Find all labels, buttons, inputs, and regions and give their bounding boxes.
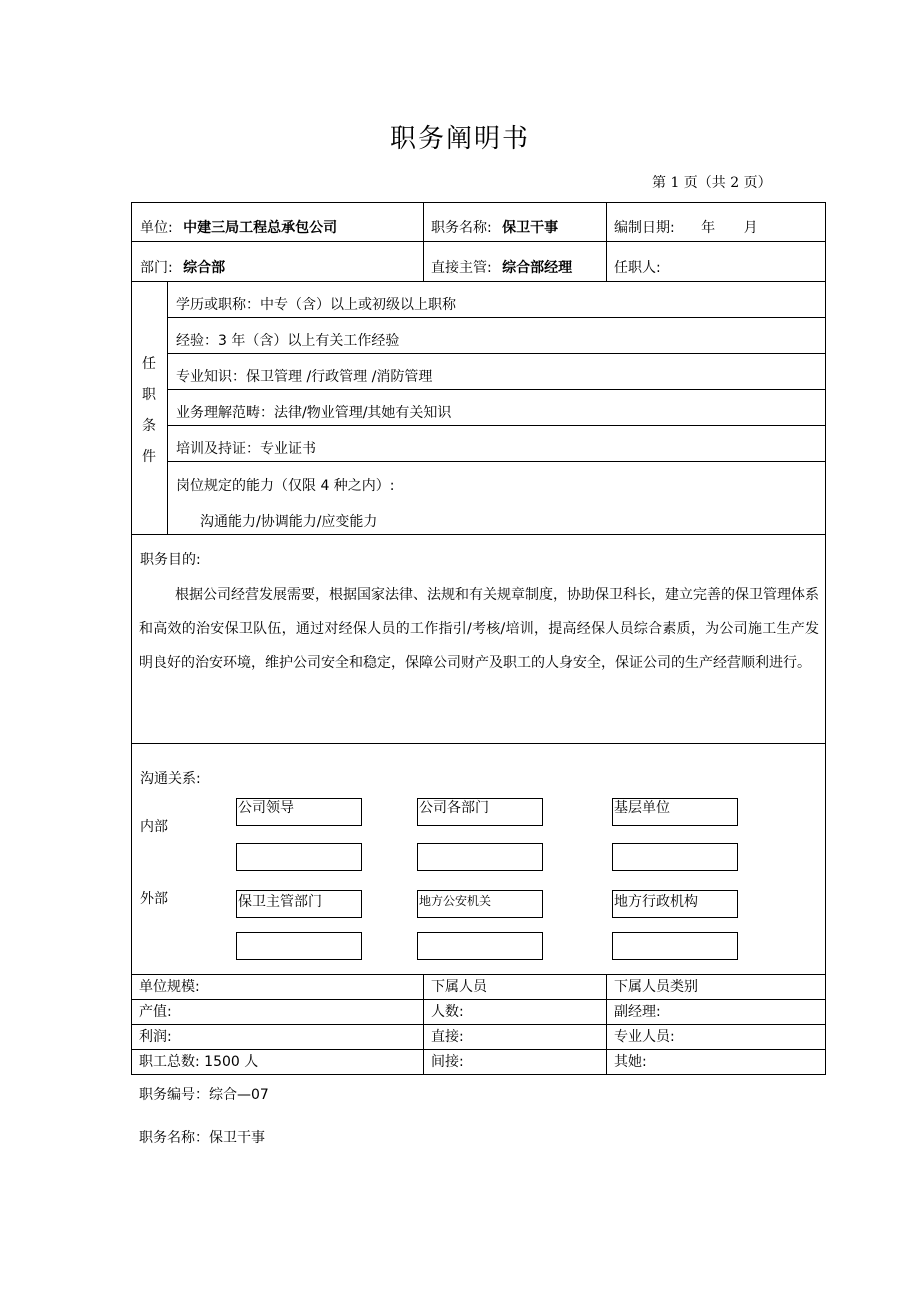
dept-field: [140, 259, 225, 277]
row-divider: [131, 1049, 826, 1050]
row-divider: [131, 534, 826, 535]
col-divider: [423, 974, 424, 1075]
scale-cell: 职工总数: 1500 人: [139, 1054, 259, 1070]
requirements-side-label: [131, 349, 167, 473]
internal-contact-box: 公司领导: [236, 798, 362, 826]
scale-cell: 产值:: [139, 1004, 172, 1020]
scale-cell: 下属人员类别: [614, 979, 698, 995]
dept-label: 部门:: [140, 260, 173, 276]
scale-cell: 间接:: [431, 1054, 464, 1070]
appointee-label: 任职人:: [614, 260, 661, 276]
col-divider: [606, 974, 607, 1075]
internal-contact-box: 基层单位: [612, 798, 738, 826]
scale-cell: 直接:: [431, 1029, 464, 1045]
external-contact-box: 地方行政机构: [612, 890, 738, 918]
scale-cell: 利润:: [139, 1029, 172, 1045]
document-title: 职务阐明书: [389, 124, 530, 154]
date-field: [614, 219, 758, 237]
internal-contact-box: 公司各部门: [417, 798, 543, 826]
external-blank-box: [417, 932, 543, 960]
purpose-text: 根据公司经营发展需要，根据国家法律、法规和有关规章制度，协助保卫科长，建立完善的保卫管理体系和高效的治安保卫队伍，通过对经保人员的工作指引/考核/培训，提高经保人员综合素质，为公司施工生产发明良好的治安环境，维护公司安全和稳定，保障公司财产及职工的人身安全，保证公司的生产经营顺利进行。: [139, 587, 819, 671]
unit-value: 中建三局工程总承包公司: [183, 220, 338, 236]
col-divider: [167, 281, 168, 534]
communication-label: 沟通关系:: [140, 771, 201, 787]
position-name: 职务名称：保卫干事: [139, 1130, 265, 1146]
scale-cell: 单位规模:: [139, 979, 200, 995]
supervisor-field: [431, 259, 572, 277]
date-month: 月: [743, 220, 758, 236]
external-label: 外部: [140, 891, 168, 907]
row-divider: [131, 1024, 826, 1025]
external-blank-box: [236, 932, 362, 960]
row-divider: [167, 425, 826, 426]
row-divider: [167, 353, 826, 354]
side-char: 任: [142, 356, 156, 372]
external-contact-box: 地方公安机关: [417, 890, 543, 918]
row-divider: [167, 389, 826, 390]
training-requirement: 培训及持证：专业证书: [176, 441, 316, 457]
page-number: 第 1 页（共 2 页）: [652, 175, 772, 191]
internal-blank-box: [612, 843, 738, 871]
unit-label: 单位:: [140, 220, 173, 236]
date-year: 年: [701, 220, 716, 236]
experience-requirement: 经验：3 年（含）以上有关工作经验: [176, 333, 400, 349]
supervisor-value: 综合部经理: [502, 260, 573, 276]
col-divider: [606, 202, 607, 281]
position-field: [431, 219, 558, 237]
row-divider: [131, 281, 826, 282]
internal-blank-box: [236, 843, 362, 871]
col-divider: [423, 202, 424, 281]
position-label: 职务名称:: [431, 220, 492, 236]
supervisor-label: 直接主管:: [431, 260, 492, 276]
knowledge-requirement: 专业知识：保卫管理 /行政管理 /消防管理: [176, 369, 433, 385]
unit-field: [140, 219, 337, 237]
internal-label: 内部: [140, 819, 168, 835]
business-requirement: 业务理解范畴：法律/物业管理/其她有关知识: [176, 405, 452, 421]
scale-cell: 下属人员: [431, 979, 487, 995]
row-divider: [167, 317, 826, 318]
scale-cell: 专业人员:: [614, 1029, 675, 1045]
row-divider: [131, 241, 826, 242]
row-divider: [167, 461, 826, 462]
internal-blank-box: [417, 843, 543, 871]
external-blank-box: [612, 932, 738, 960]
side-char: 职: [142, 387, 156, 403]
ability-title: 岗位规定的能力（仅限 4 种之内）:: [176, 478, 395, 494]
side-char: 条: [142, 418, 156, 434]
row-divider: [131, 999, 826, 1000]
position-code: 职务编号：综合—07: [139, 1087, 269, 1103]
position-value: 保卫干事: [502, 220, 559, 236]
scale-cell: 副经理:: [614, 1004, 661, 1020]
scale-cell: 其她:: [614, 1054, 647, 1070]
row-divider: [131, 974, 826, 975]
education-requirement: 学历或职称：中专（含）以上或初级以上职称: [176, 297, 456, 313]
external-contact-box: 保卫主管部门: [236, 890, 362, 918]
row-divider: [131, 743, 826, 744]
ability-value: 沟通能力/协调能力/应变能力: [200, 514, 378, 530]
date-label: 编制日期:: [614, 220, 675, 236]
scale-cell: 人数:: [431, 1004, 464, 1020]
purpose-label: 职务目的:: [140, 552, 201, 568]
side-char: 件: [142, 449, 156, 465]
dept-value: 综合部: [183, 260, 226, 276]
